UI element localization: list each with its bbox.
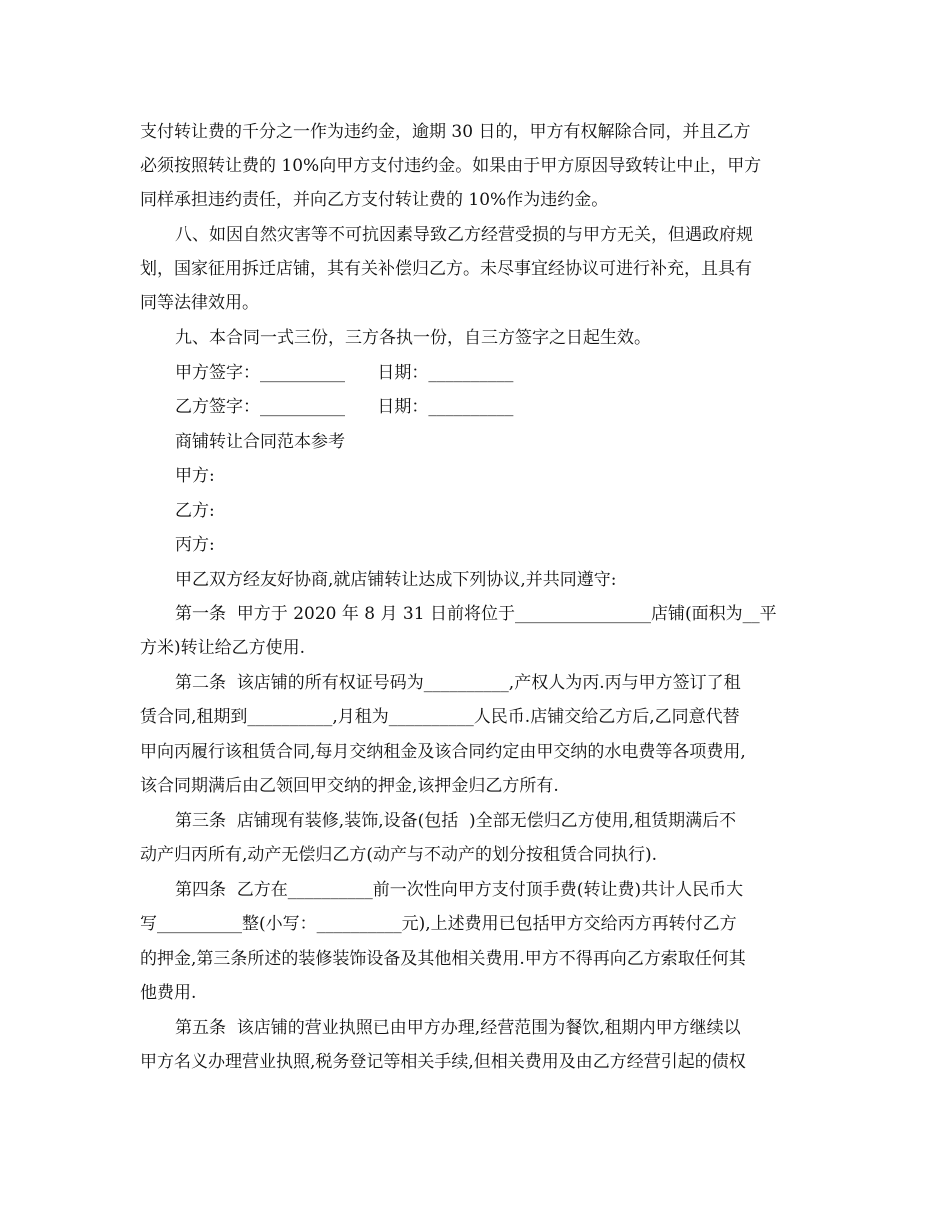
article-4-line: 第四条 乙方在__________前一次性向甲方支付顶手费(转让费)共计人民币大 bbox=[175, 880, 744, 900]
paragraph-line: 方米)转让给乙方使用. bbox=[140, 638, 306, 658]
paragraph-line: 同样承担违约责任，并向乙方支付转让费的 10%作为违约金。 bbox=[140, 190, 609, 210]
paragraph-line: 赁合同,租期到__________,月租为__________人民币.店铺交给乙方后,乙同意代替 bbox=[140, 707, 740, 727]
paragraph-line: 甲方名义办理营业执照,税务登记等相关手续,但相关费用及由乙方经营引起的债权 bbox=[140, 1052, 746, 1072]
article-5-line: 第五条 该店铺的营业执照已由甲方办理,经营范围为餐饮,租期内甲方继续以 bbox=[175, 1018, 741, 1038]
paragraph-line: 他费用. bbox=[140, 983, 197, 1003]
clause-9-line: 九、本合同一式三份，三方各执一份，自三方签字之日起生效。 bbox=[175, 328, 651, 348]
article-2-line: 第二条 该店铺的所有权证号码为__________,产权人为丙.丙与甲方签订了租 bbox=[175, 673, 741, 693]
section-title: 商铺转让合同范本参考 bbox=[175, 432, 345, 452]
paragraph-line: 同等法律效用。 bbox=[140, 293, 259, 313]
paragraph-line: 必须按照转让费的 10%向甲方支付违约金。如果由于甲方原因导致转让中止，甲方 bbox=[140, 156, 762, 176]
party-c-label: 丙方: bbox=[175, 535, 215, 555]
paragraph-line: 写__________整(小写：__________元),上述费用已包括甲方交给丙方再转付乙方 bbox=[140, 914, 737, 934]
party-a-label: 甲方: bbox=[175, 466, 215, 486]
paragraph-line: 划，国家征用拆迁店铺，其有关补偿归乙方。未尽事宜经协议可进行补充，且具有 bbox=[140, 259, 752, 279]
clause-8-line: 八、如因自然灾害等不可抗因素导致乙方经营受损的与甲方无关，但遇政府规 bbox=[175, 225, 753, 245]
paragraph-line: 的押金,第三条所述的装修装饰设备及其他相关费用.甲方不得再向乙方索取任何其 bbox=[140, 949, 746, 969]
article-3-line: 第三条 店铺现有装修,装饰,设备(包括 )全部无偿归乙方使用,租赁期满后不 bbox=[175, 811, 737, 831]
paragraph-line: 甲向丙履行该租赁合同,每月交纳租金及该合同约定由甲交纳的水电费等各项费用, bbox=[140, 742, 746, 762]
paragraph-line: 支付转让费的千分之一作为违约金，逾期 30 日的，甲方有权解除合同，并且乙方 bbox=[140, 122, 751, 142]
party-a-signature-line: 甲方签字：__________ 日期：__________ bbox=[175, 363, 514, 383]
agreement-intro: 甲乙双方经友好协商,就店铺转让达成下列协议,并共同遵守: bbox=[175, 570, 617, 590]
party-b-label: 乙方: bbox=[175, 501, 215, 521]
paragraph-line: 该合同期满后由乙领回甲交纳的押金,该押金归乙方所有. bbox=[140, 776, 559, 796]
article-1-line: 第一条 甲方于 2020 年 8 月 31 日前将位于________________店铺(面积为__平 bbox=[175, 604, 777, 624]
party-b-signature-line: 乙方签字：__________ 日期：__________ bbox=[175, 397, 514, 417]
paragraph-line: 动产归丙所有,动产无偿归乙方(动产与不动产的划分按租赁合同执行). bbox=[140, 845, 658, 865]
